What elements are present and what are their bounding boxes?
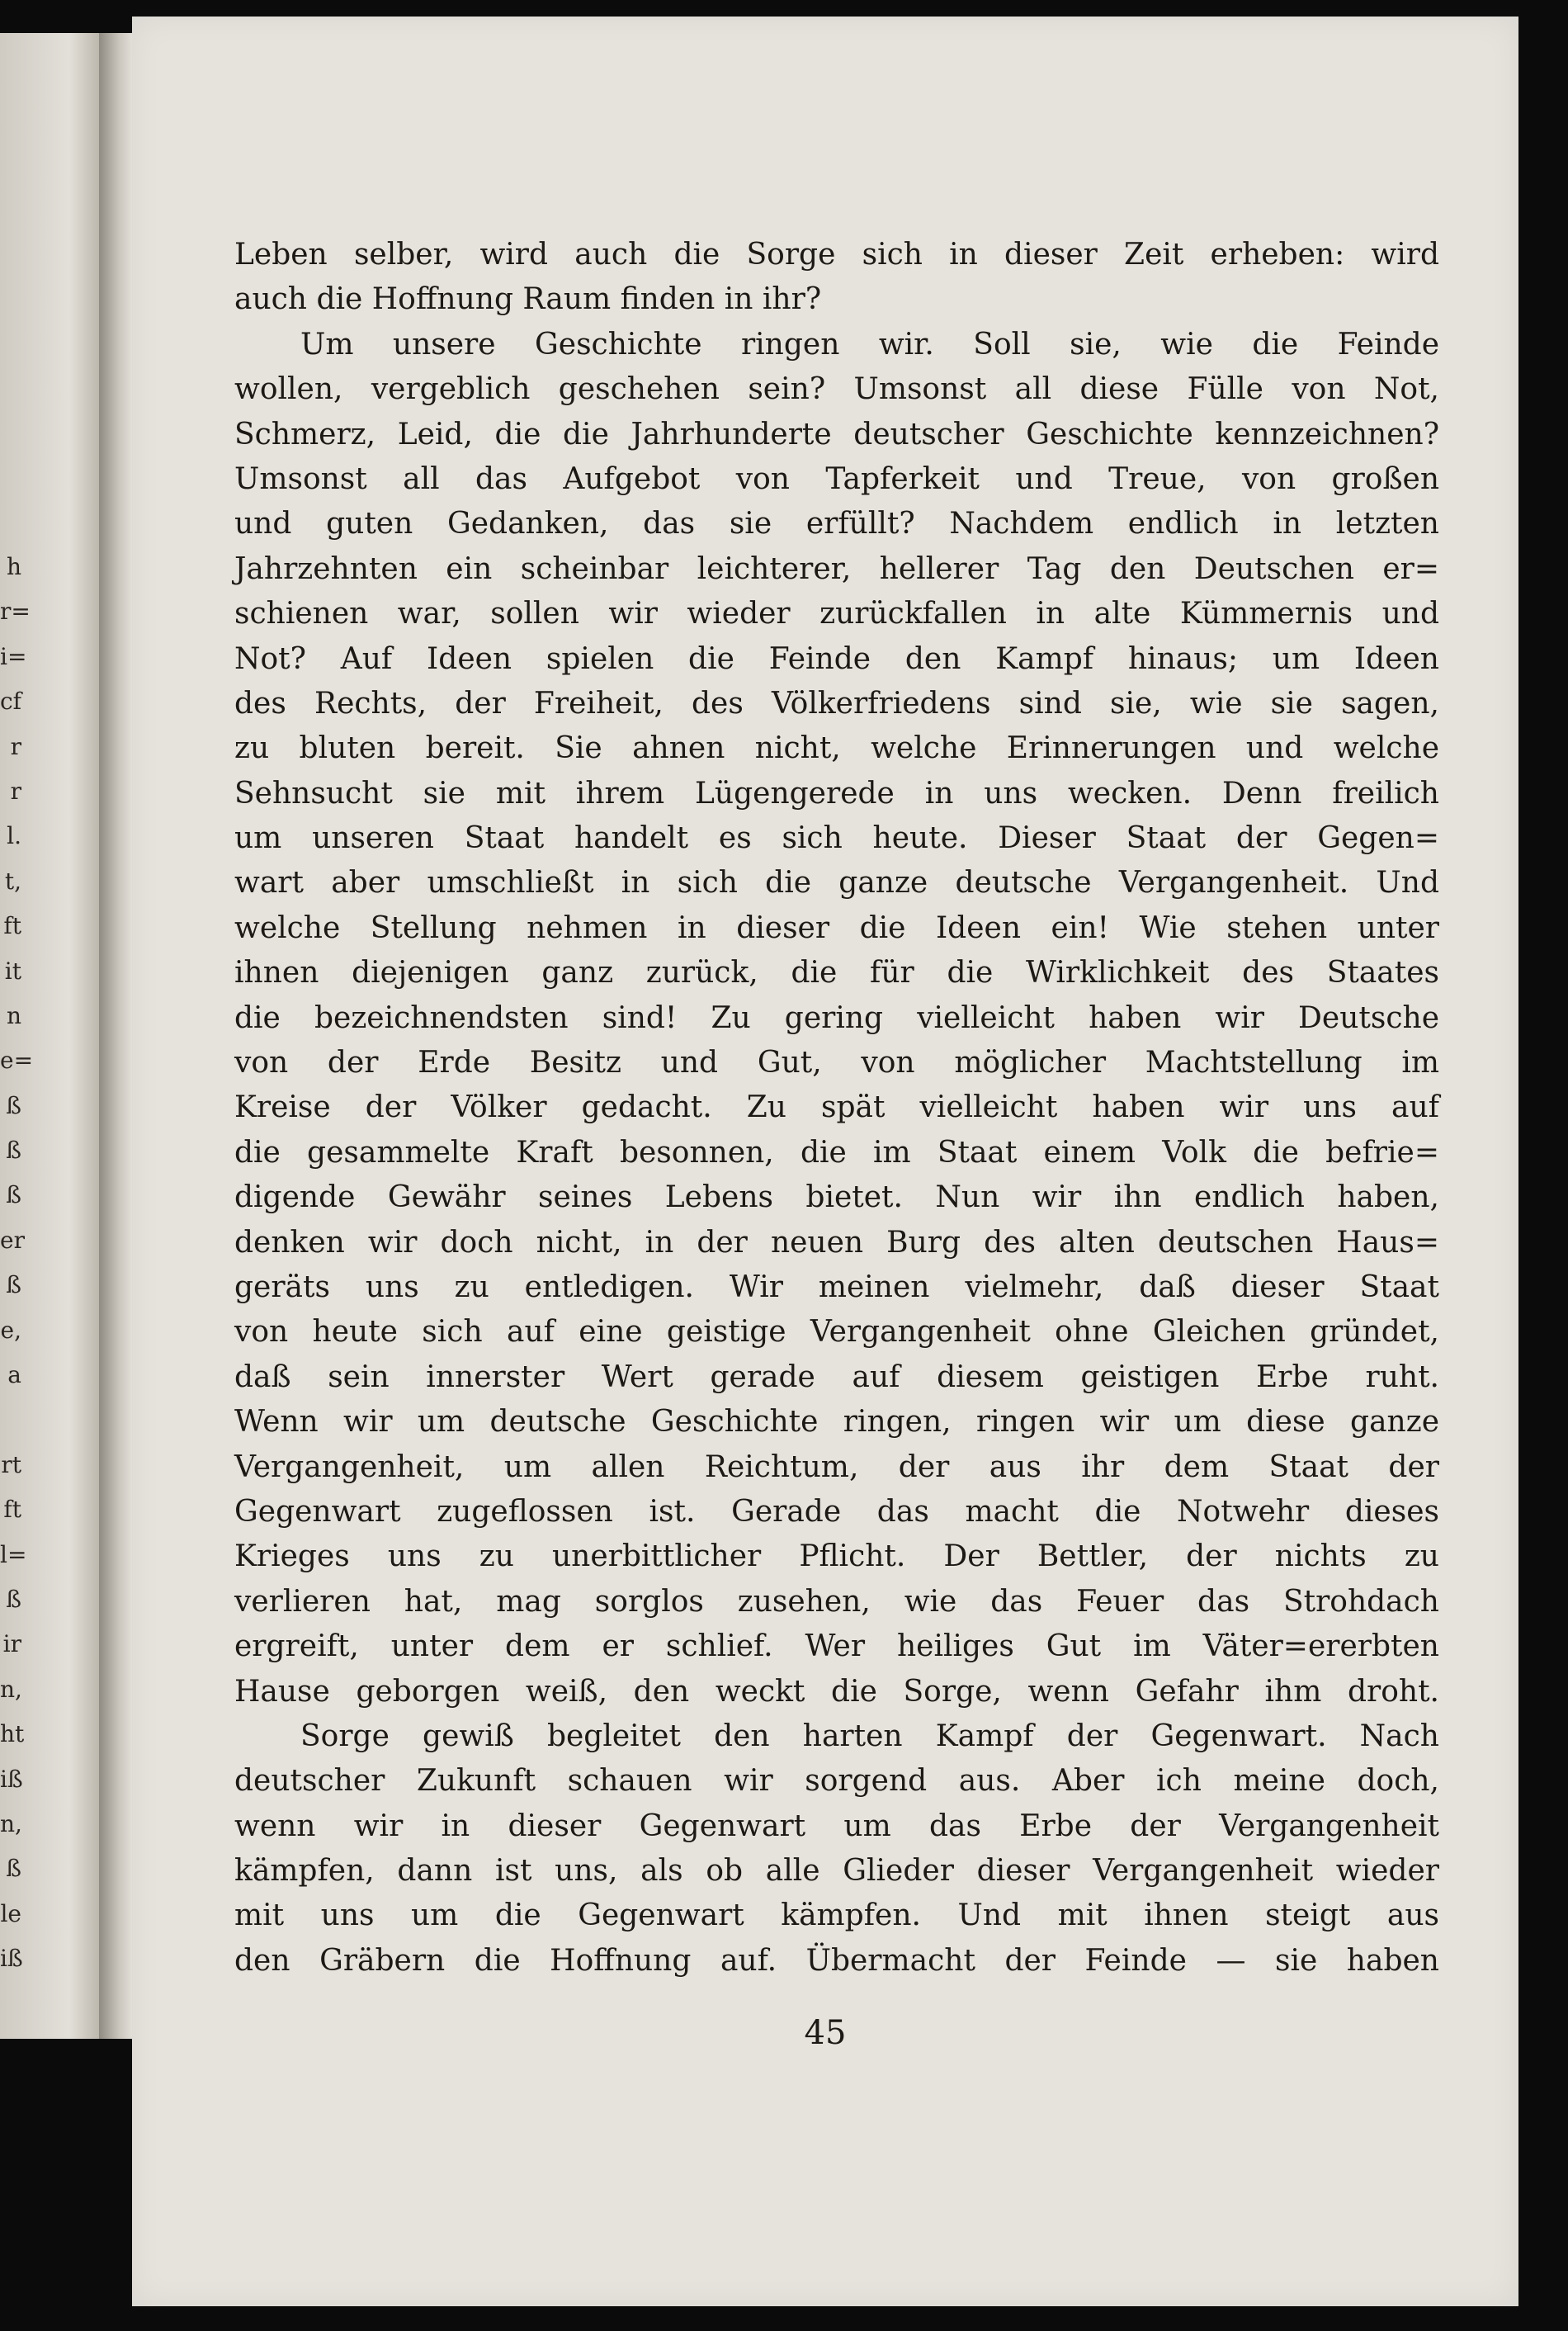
text-line: Sehnsucht sie mit ihrem Lügengerede in uns wecken. Denn freilich	[234, 776, 1439, 811]
text-line: verlieren hat, mag sorglos zusehen, wie das Feuer das Strohdach	[234, 1584, 1439, 1619]
text-line: Vergangenheit, um allen Reichtum, der aus ihr dem Staat der	[234, 1449, 1439, 1484]
text-line: ergreift, unter dem er schlief. Wer heiliges Gut im Väter=ererbten	[234, 1629, 1439, 1664]
facing-page-fragment: l.	[7, 822, 21, 850]
facing-page-fragment: ß	[6, 1091, 21, 1119]
text-line: von heute sich auf eine geistige Vergangenheit ohne Gleichen gründet,	[234, 1315, 1439, 1350]
text-line: Hause geborgen weiß, den weckt die Sorge, wenn Gefahr ihm droht.	[234, 1674, 1439, 1709]
facing-page-fragment: er	[0, 1226, 25, 1254]
facing-page-fragment: le	[0, 1899, 21, 1927]
facing-page-fragment: ß	[6, 1585, 21, 1613]
text-line: deutscher Zukunft schauen wir sorgend aus. Aber ich meine doch,	[234, 1764, 1439, 1799]
book-page	[132, 17, 1518, 2306]
text-line: den Gräbern die Hoffnung auf. Übermacht der Feinde — sie haben	[234, 1943, 1439, 1978]
text-line: mit uns um die Gegenwart kämpfen. Und mit ihnen steigt aus	[234, 1898, 1439, 1933]
facing-page-fragment: e,	[0, 1316, 21, 1344]
facing-page-fragment: i=	[0, 642, 27, 670]
text-line: Um unsere Geschichte ringen wir. Soll sie, wie die Feinde	[300, 327, 1439, 362]
text-line: ihnen diejenigen ganz zurück, die für die Wirklichkeit des Staates	[234, 956, 1439, 991]
page-body-text	[234, 233, 1439, 1983]
text-line: digende Gewähr seines Lebens bietet. Nun wir ihn endlich haben,	[234, 1180, 1439, 1215]
facing-page-fragment: r	[10, 777, 21, 805]
text-line: auch die Hoffnung Raum finden in ihr?	[234, 282, 822, 317]
text-line: denken wir doch nicht, in der neuen Burg des alten deutschen Haus=	[234, 1225, 1439, 1260]
text-line: die bezeichnendsten sind! Zu gering vielleicht haben wir Deutsche	[234, 1000, 1439, 1035]
text-line: wart aber umschließt in sich die ganze deutsche Vergangenheit. Und	[234, 866, 1439, 901]
facing-page-fragment: cf	[0, 688, 22, 716]
text-line: wollen, vergeblich geschehen sein? Umsonst all diese Fülle von Not,	[234, 372, 1439, 407]
page-number: 45	[804, 2014, 847, 2052]
facing-page-fragment: rt	[1, 1450, 21, 1478]
facing-page-fragment: n,	[0, 1675, 22, 1703]
facing-page-fragment	[0, 1397, 25, 1442]
facing-page-fragment: ir	[2, 1630, 21, 1658]
facing-page-text-fragments	[0, 545, 34, 1982]
facing-page-fragment: r=	[0, 598, 31, 626]
text-line: Sorge gewiß begleitet den harten Kampf der Gegenwart. Nach	[300, 1719, 1439, 1753]
facing-page-fragment: t,	[4, 867, 21, 895]
text-line: Kreise der Völker gedacht. Zu spät vielleicht haben wir uns auf	[234, 1090, 1439, 1125]
facing-page-fragment: ft	[3, 1496, 21, 1524]
text-line: Leben selber, wird auch die Sorge sich in dieser Zeit erheben: wird	[234, 238, 1439, 272]
text-line: kämpfen, dann ist uns, als ob alle Glieder dieser Vergangenheit wieder	[234, 1854, 1439, 1889]
text-line: Gegenwart zugeflossen ist. Gerade das macht die Notwehr dieses	[234, 1494, 1439, 1529]
text-line: die gesammelte Kraft besonnen, die im Staat einem Volk die befrie=	[234, 1135, 1439, 1170]
book-gutter	[99, 33, 132, 2039]
facing-page-fragment: it	[4, 957, 21, 985]
text-line: des Rechts, der Freiheit, des Völkerfriedens sind sie, wie sie sagen,	[234, 686, 1439, 721]
text-line: um unseren Staat handelt es sich heute. Dieser Staat der Gegen=	[234, 821, 1439, 856]
text-line: wenn wir in dieser Gegenwart um das Erbe der Vergangenheit	[234, 1809, 1439, 1843]
text-line: und guten Gedanken, das sie erfüllt? Nachdem endlich in letzten	[234, 507, 1439, 541]
text-line: von der Erde Besitz und Gut, von möglicher Machtstellung im	[234, 1046, 1439, 1080]
facing-page-fragment: iß	[0, 1765, 23, 1793]
text-line: Umsonst all das Aufgebot von Tapferkeit und Treue, von großen	[234, 461, 1439, 496]
facing-page-fragment: ß	[6, 1181, 21, 1209]
text-line: welche Stellung nehmen in dieser die Ideen ein! Wie stehen unter	[234, 910, 1439, 945]
text-line: zu bluten bereit. Sie ahnen nicht, welche Erinnerungen und welche	[234, 731, 1439, 766]
text-line: Wenn wir um deutsche Geschichte ringen, ringen wir um diese ganze	[234, 1405, 1439, 1440]
text-line: Krieges uns zu unerbittlicher Pflicht. Der Bettler, der nichts zu	[234, 1539, 1439, 1574]
facing-page-fragment: e=	[0, 1047, 34, 1075]
facing-page-fragment: n	[6, 1001, 21, 1029]
facing-page-fragment: l=	[0, 1540, 27, 1568]
facing-page-edge	[0, 33, 99, 2039]
text-line: daß sein innerster Wert gerade auf diesem geistigen Erbe ruht.	[234, 1359, 1439, 1394]
facing-page-fragment: ß	[6, 1271, 21, 1299]
facing-page-fragment: ht	[0, 1720, 25, 1748]
facing-page-fragment: iß	[0, 1945, 23, 1973]
text-line: geräts uns zu entledigen. Wir meinen vielmehr, daß dieser Staat	[234, 1270, 1439, 1304]
text-line: Schmerz, Leid, die die Jahrhunderte deutscher Geschichte kennzeichnen?	[234, 417, 1439, 452]
facing-page-fragment: h	[6, 553, 21, 580]
text-line: Jahrzehnten ein scheinbar leichterer, hellerer Tag den Deutschen er=	[234, 551, 1439, 586]
facing-page-fragment: a	[7, 1361, 21, 1389]
facing-page-fragment: r	[10, 732, 21, 760]
facing-page-fragment: ß	[6, 1855, 21, 1883]
facing-page-fragment: ft	[3, 912, 21, 940]
facing-page-fragment: ß	[6, 1137, 21, 1165]
text-line: Not? Auf Ideen spielen die Feinde den Kampf hinaus; um Ideen	[234, 641, 1439, 676]
facing-page-fragment: n,	[0, 1809, 22, 1837]
text-line: schienen war, sollen wir wieder zurückfallen in alte Kümmernis und	[234, 597, 1439, 631]
